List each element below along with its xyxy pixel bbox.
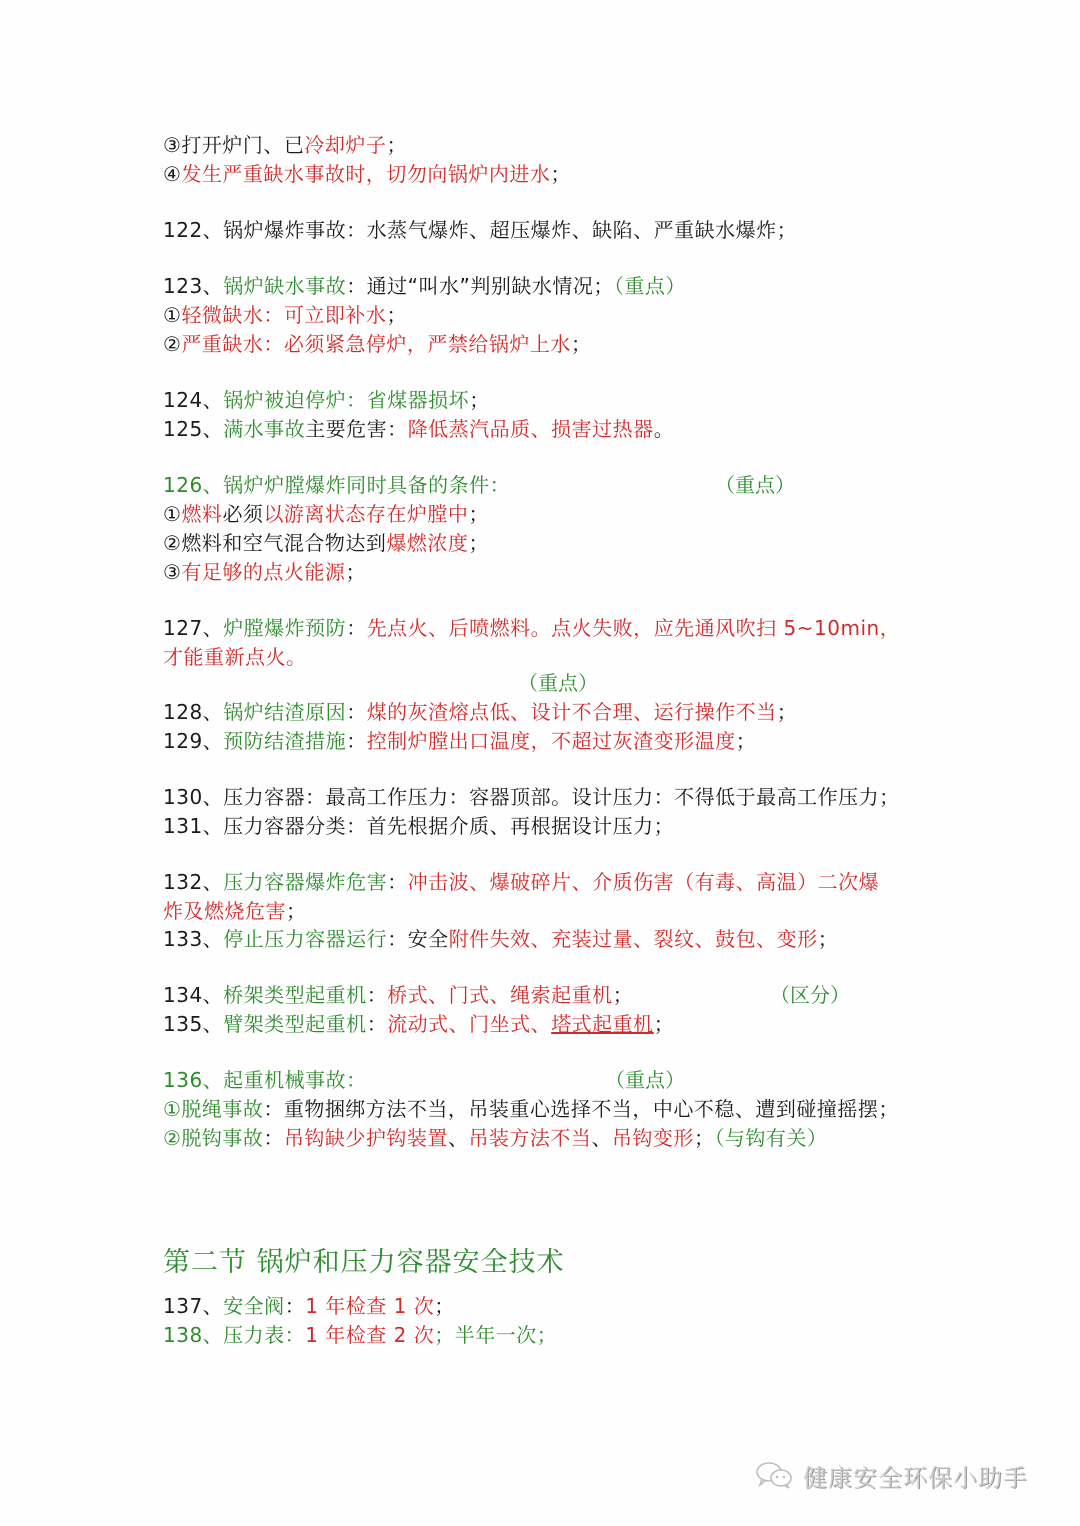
text-line (163, 897, 307, 925)
text-segment: 130、压力容器：最高工作压力：容器顶部。设计压力：不得低于最高工作压力； (163, 785, 900, 809)
text-line (163, 868, 879, 896)
text-segment: 附件失效、充装过量、裂纹、鼓包、变形 (448, 927, 818, 951)
text-line (163, 1066, 367, 1094)
text-segment: 轻微缺水：可立即补水 (181, 303, 387, 327)
text-segment: 冷却炉子 (304, 133, 387, 157)
text-segment: 臂架类型起重机 (223, 1012, 367, 1036)
watermark (755, 1459, 1028, 1491)
text-segment: 塔式起重机 (551, 1012, 654, 1036)
text-line (163, 301, 407, 329)
text-segment: 压力容器爆炸危害 (223, 870, 388, 894)
text-segment: ； (469, 388, 490, 412)
text-segment: 吊装方法不当 (468, 1126, 592, 1150)
text-segment: 、 (591, 1126, 612, 1150)
text-segment: ② (163, 332, 182, 356)
text-segment: 、 (447, 1126, 469, 1150)
text-segment: ； (286, 899, 307, 923)
text-segment: 137、 (163, 1294, 224, 1318)
text-segment: ； (550, 162, 571, 186)
text-segment: 123、 (163, 274, 224, 298)
text-line (163, 160, 571, 188)
text-segment: 。 (653, 417, 675, 441)
emphasis-tag: （重点） (605, 1068, 685, 1092)
watermark-text: 健康安全环保小助手 (803, 1463, 1028, 1492)
text-segment: 1 年检查 1 次 (305, 1294, 435, 1318)
text-line (163, 558, 366, 586)
text-line (163, 643, 307, 671)
text-segment: ； (468, 502, 489, 526)
text-line (163, 925, 838, 953)
text-segment: 必须 (222, 502, 264, 526)
text-segment: 122、锅炉爆炸事故：水蒸气爆炸、超压爆炸、缺陷、严重缺水爆炸； (163, 218, 798, 242)
text-segment: 129、 (163, 729, 224, 753)
emphasis-tag: （重点） (518, 671, 598, 695)
text-segment: ； (570, 332, 592, 356)
text-line (163, 131, 407, 159)
text-segment: ； (776, 700, 798, 724)
text-segment: 1 年检查 2 次 (305, 1323, 435, 1347)
text-line (163, 1095, 899, 1123)
text-line (163, 330, 591, 358)
text-line (163, 1124, 827, 1152)
text-segment: 降低蒸汽品质、损害过热器 (407, 417, 654, 441)
text-segment: 桥架类型起重机 (223, 983, 367, 1007)
text-line (163, 727, 756, 755)
text-segment: ： (263, 1126, 284, 1150)
text-segment: ： (387, 870, 408, 894)
text-segment: 136、起重机械事故： (163, 1068, 367, 1092)
text-segment: 预防结渣措施 (223, 729, 347, 753)
text-segment: 132、 (163, 870, 224, 894)
text-segment: 满水事故 (223, 417, 306, 441)
text-segment: 发生严重缺水事故时，切勿向锅炉内进水 (181, 162, 551, 186)
text-line (163, 272, 686, 300)
text-segment: ；半年一次； (434, 1323, 558, 1347)
text-segment: ①脱绳事故 (163, 1097, 264, 1121)
text-line (163, 415, 674, 443)
text-line (163, 812, 674, 840)
text-segment: ① (163, 502, 182, 526)
text-segment: ； (434, 1294, 455, 1318)
text-segment: 桥式、门式、绳索起重机 (387, 983, 613, 1007)
text-segment: ； (735, 729, 757, 753)
text-segment: ； (386, 303, 407, 327)
text-segment: ； (653, 1012, 675, 1036)
text-segment: ： (346, 729, 367, 753)
text-segment: 127、 (163, 616, 224, 640)
text-segment: 煤的灰渣熔点低、设计不合理、运行操作不当 (366, 700, 777, 724)
text-segment: 124、 (163, 388, 224, 412)
text-line (163, 216, 797, 244)
text-segment: 安全阀 (223, 1294, 285, 1318)
text-segment: 先点火、后喷燃料。点火失败，应先通风吹扫 5~10min， (366, 616, 901, 640)
text-segment: ； (612, 983, 634, 1007)
text-segment: 126、锅炉炉膛爆炸同时具备的条件： (163, 473, 511, 497)
text-segment: 冲击波、爆破碎片、介质伤害（有毒、高温）二次爆 (407, 870, 880, 894)
text-segment: 134、 (163, 983, 224, 1007)
text-segment: ：安全 (387, 927, 449, 951)
text-segment: 吊钩变形 (611, 1126, 694, 1150)
text-segment: 炉膛爆炸预防 (223, 616, 347, 640)
text-segment: ； (345, 560, 366, 584)
text-line (163, 981, 633, 1009)
text-segment: ； (693, 1126, 715, 1150)
text-line (163, 698, 797, 726)
text-segment: 125、 (163, 417, 224, 441)
text-segment: ②燃料和空气混合物达到 (163, 531, 387, 555)
text-segment: ： (366, 1012, 388, 1036)
text-line (163, 471, 510, 499)
text-segment: 控制炉膛出口温度，不超过灰渣变形温度 (366, 729, 736, 753)
section-heading: 第二节 锅炉和压力容器安全技术 (163, 1247, 565, 1278)
text-segment: 133、 (163, 927, 224, 951)
text-line (163, 783, 900, 811)
text-segment: ③ (163, 560, 182, 584)
text-segment: 流动式、门坐式、 (387, 1012, 552, 1036)
text-segment: 爆燃浓度 (386, 531, 469, 555)
text-segment: 吊钩缺少护钩装置 (283, 1126, 448, 1150)
text-segment: （与钩有关） (714, 1126, 828, 1150)
text-line (163, 614, 900, 642)
text-segment: ： (346, 700, 367, 724)
wechat-icon (755, 1461, 795, 1489)
text-segment: ④ (163, 162, 182, 186)
text-segment: 停止压力容器运行 (223, 927, 388, 951)
text-segment: 锅炉缺水事故 (223, 274, 347, 298)
text-segment: ②脱钩事故 (163, 1126, 264, 1150)
text-segment: 炸及燃烧危害 (163, 899, 286, 923)
text-segment: 严重缺水：必须紧急停炉，严禁给锅炉上水 (181, 332, 571, 356)
text-segment: ： (366, 983, 388, 1007)
text-segment: 才能重新点火。 (163, 645, 307, 669)
text-line (163, 386, 490, 414)
text-line (163, 1292, 455, 1320)
text-segment: 128、 (163, 700, 224, 724)
text-segment: 主要危害： (305, 417, 408, 441)
text-segment: 有足够的点火能源 (181, 560, 346, 584)
text-line (163, 1010, 674, 1038)
text-segment: ； (386, 133, 407, 157)
text-segment: 138、压力表： (163, 1323, 306, 1347)
text-segment: 锅炉结渣原因 (223, 700, 347, 724)
text-segment: 135、 (163, 1012, 224, 1036)
text-segment: 燃料 (181, 502, 223, 526)
text-line (163, 1321, 557, 1349)
emphasis-tag: （重点） (715, 473, 795, 497)
text-line (163, 500, 489, 528)
text-segment: 131、压力容器分类：首先根据介质、再根据设计压力； (163, 814, 675, 838)
text-line (163, 529, 489, 557)
text-segment: ； (468, 531, 489, 555)
text-segment: （重点） (613, 274, 686, 298)
text-segment: 以游离状态存在炉膛中 (263, 502, 469, 526)
text-segment: ： (346, 616, 367, 640)
text-segment: ； (817, 927, 839, 951)
text-segment: ① (163, 303, 182, 327)
text-segment: ：通过“叫水”判别缺水情况； (346, 274, 614, 298)
text-segment: ： (284, 1294, 306, 1318)
text-segment: ③打开炉门、已 (163, 133, 305, 157)
text-segment: ：重物捆绑方法不当，吊装重心选择不当，中心不稳、遭到碰撞摇摆； (263, 1097, 899, 1121)
emphasis-tag: （区分） (770, 983, 850, 1007)
text-segment: 锅炉被迫停炉：省煤器损坏 (223, 388, 470, 412)
